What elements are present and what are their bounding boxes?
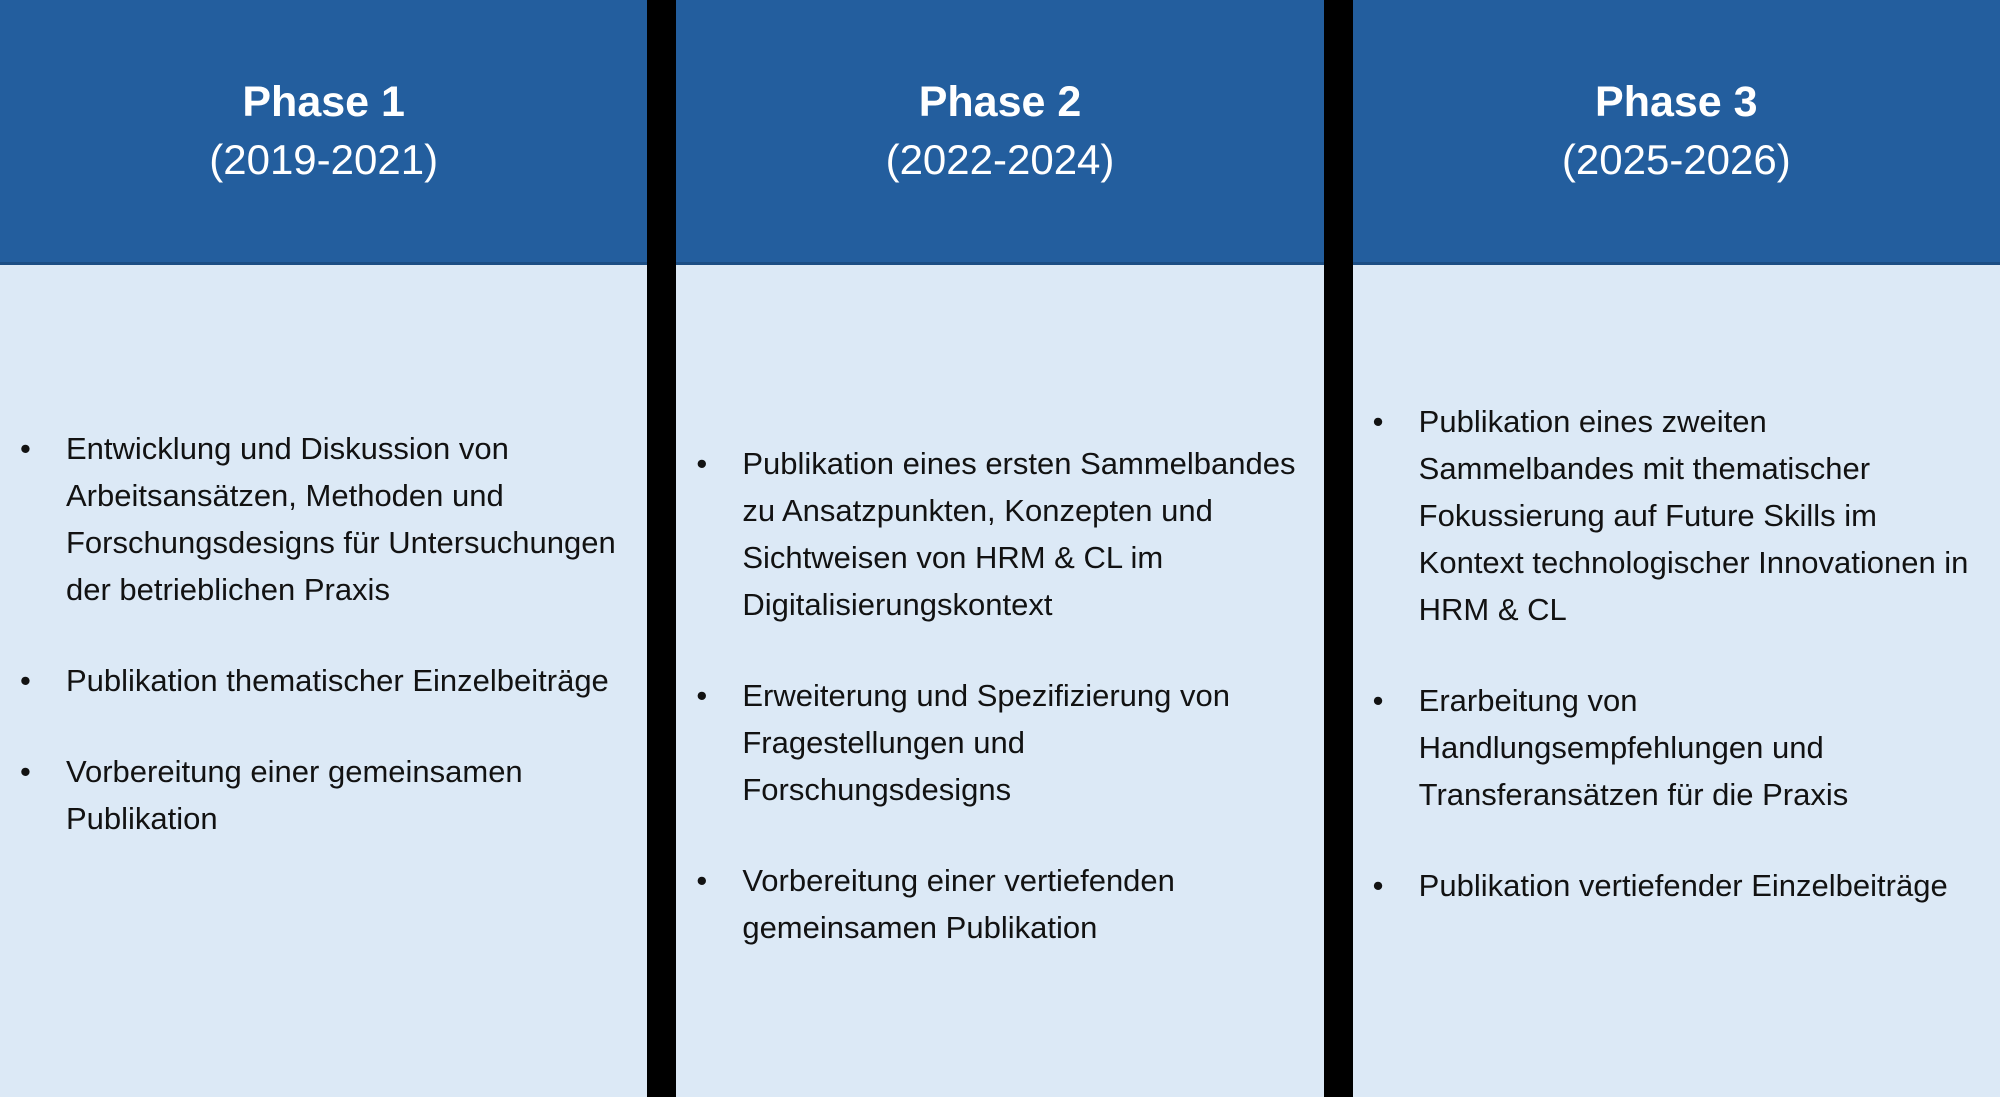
phase-1-column [0,0,647,1097]
bullet-text: Publikation eines ersten Sammelbandes zu Ansatzpunkten, Konzepten und Sichtweisen von HRM & CL im Digitalisierungskontext [742,446,1296,622]
bullet-text: Publikation vertiefender Einzelbeiträge [1418,868,1948,903]
bullet-item [0,657,623,704]
phase-3-years: (2025-2026) [1561,136,1791,183]
bullet-icon: • [20,754,31,789]
phase-2-years: (2022-2024) [885,136,1115,183]
bullet-item [0,425,623,613]
phase-3-title: Phase 3 [1595,78,1758,126]
phase-3-header [1353,0,2000,265]
phase-1-years: (2019-2021) [209,136,439,183]
bullet-icon: • [1372,868,1384,903]
bullet-item [0,748,623,842]
bullet-text: Entwicklung und Diskussion von Arbeitsansätzen, Methoden und Forschungsdesigns für Untersuchungen der betrieblichen Praxis [66,431,616,607]
bullet-text: Vorbereitung einer gemeinsamen Publikation [66,754,523,836]
phase-1-bullet-list [0,425,623,842]
phase-2-column [676,0,1323,1097]
phase-1-title: Phase 1 [242,78,405,126]
bullet-icon: • [1372,404,1384,439]
bullet-item [1353,398,1976,633]
bullet-item [1353,677,1976,818]
bullet-icon: • [20,431,31,466]
column-separator [647,0,676,1097]
phase-2-body [676,265,1323,1097]
bullet-icon: • [696,446,708,481]
bullet-item [1353,862,1976,909]
bullet-text: Erarbeitung von Handlungsempfehlungen und Transferansätzen für die Praxis [1418,683,1849,812]
bullet-item [676,440,1299,628]
bullet-icon: • [1372,683,1384,718]
bullet-item [676,672,1299,813]
bullet-text: Publikation eines zweiten Sammelbandes mit thematischer Fokussierung auf Future Skills im Kontext technologischer Innovationen in HRM & CL [1418,404,1969,627]
phase-2-title: Phase 2 [918,78,1082,126]
bullet-text: Vorbereitung einer vertiefenden gemeinsamen Publikation [742,863,1175,945]
phase-1-body [0,265,647,1097]
phase-1-header [0,0,647,265]
phase-2-bullet-list [676,440,1299,951]
bullet-icon: • [696,678,708,713]
bullet-text: Erweiterung und Spezifizierung von Fragestellungen und Forschungsdesigns [742,678,1231,807]
phase-2-header [676,0,1323,265]
bullet-text: Publikation thematischer Einzelbeiträge [66,663,609,698]
column-separator [1324,0,1353,1097]
phase-3-body [1353,265,2000,1097]
phase-3-column [1353,0,2000,1097]
phase-3-bullet-list [1353,398,1976,909]
bullet-item [676,857,1299,951]
bullet-icon: • [20,663,31,698]
bullet-icon: • [696,863,708,898]
